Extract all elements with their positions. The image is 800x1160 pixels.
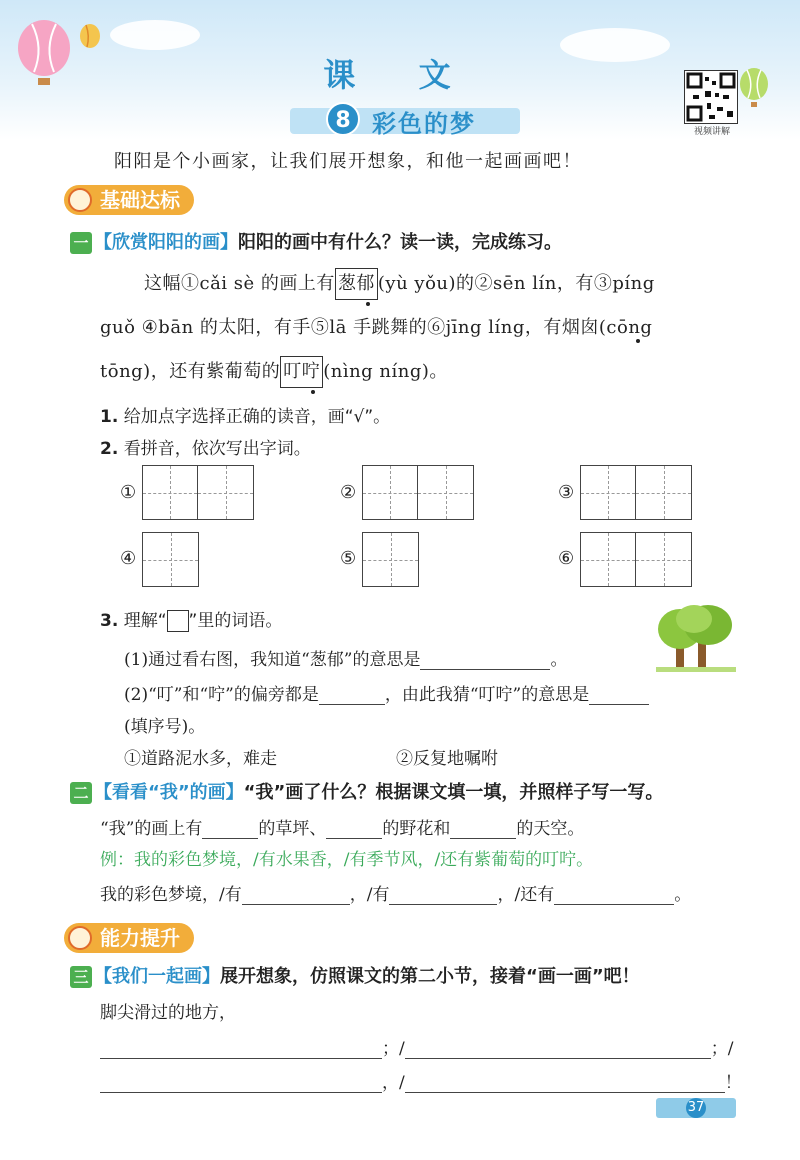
option-1: ①道路泥水多，难走: [124, 749, 277, 769]
lesson-number: 8: [326, 102, 360, 136]
boxed-word-text: 叮咛: [283, 361, 321, 382]
question-3-heading: [70, 962, 640, 988]
passage-text: (yù yǒu)的②sēn lín，有③píng: [377, 273, 655, 294]
sub-question-text: 。: [550, 650, 568, 670]
blank-box-symbol: [167, 610, 189, 632]
fill-text: 。: [674, 885, 692, 905]
task-number: 1.: [100, 407, 119, 427]
writing-grid-2[interactable]: [362, 465, 474, 520]
writing-grid-3[interactable]: [580, 465, 692, 520]
task-text: ”里的词语。: [188, 611, 283, 631]
grid-label: ①: [120, 482, 137, 503]
task-number: 2.: [100, 439, 119, 459]
writing-grid-1[interactable]: [142, 465, 254, 520]
emphasis-dot: [636, 339, 640, 343]
answer-blank[interactable]: [450, 819, 516, 839]
task-text: 给加点字选择正确的读音，画“√”。: [123, 407, 391, 427]
task-item-3: [100, 606, 282, 632]
tree-illustration: [652, 603, 742, 673]
fill-text: ，/还有: [497, 885, 555, 905]
qr-label: 视频讲解: [693, 127, 730, 137]
sub-question-2: [124, 680, 649, 705]
qr-code-icon: [685, 71, 737, 123]
boxed-word: [335, 268, 378, 300]
separator: ；/: [382, 1039, 405, 1059]
fill-text: 我的彩色梦境，/有: [100, 885, 242, 905]
task-number: 3.: [100, 611, 119, 631]
page-number-text: 37: [686, 1098, 706, 1118]
section-badge-basic: [64, 185, 194, 215]
task-text: 看拼音，依次写出字词。: [123, 439, 311, 459]
separator: ，/: [382, 1073, 405, 1093]
fill-text: 的草坪、: [258, 819, 327, 839]
question-text: 阳阳的画中有什么？读一读，完成练习。: [238, 232, 562, 253]
prompt-line: 脚尖滑过的地方，: [100, 1003, 236, 1023]
sub-question-text: (2)“叮”和“咛”的偏旁都是: [124, 685, 319, 705]
fill-line-2: [100, 880, 691, 905]
fill-text: 的天空。: [516, 819, 585, 839]
grid-label: ③: [558, 482, 575, 503]
question-number: 一: [70, 232, 92, 254]
section-badge-advanced: [64, 923, 194, 953]
question-1-heading: [70, 228, 562, 254]
answer-blank[interactable]: [420, 650, 550, 670]
medal-icon: [68, 188, 92, 212]
writing-grid-4[interactable]: [142, 532, 199, 587]
example-text: 例：我的彩色梦境，/有水果香，/有季节风，/还有紫葡萄的叮咛。: [100, 850, 594, 870]
answer-blank[interactable]: [389, 885, 497, 905]
answer-blank[interactable]: [554, 885, 674, 905]
passage-text: guǒ ④bān 的太阳，有手⑤lā 手跳舞的⑥jīng líng，有烟囱(cōng: [100, 317, 653, 338]
grid-label: ④: [120, 548, 137, 569]
separator: ；/: [710, 1039, 734, 1059]
question-tag: 【欣赏阳阳的画】: [94, 232, 238, 253]
sub-question-text: (1)通过看右图，我知道“葱郁”的意思是: [124, 650, 421, 670]
passage-line: [100, 306, 740, 350]
emphasis-dot: [311, 390, 315, 394]
sub-question-2-note: (填序号)。: [124, 717, 206, 737]
sub-question-1: [124, 645, 567, 670]
writing-line-2: [100, 1068, 742, 1093]
question-tag: 【我们一起画】: [94, 966, 220, 987]
question-number: 二: [70, 782, 92, 804]
question-text: “我”画了什么？根据课文填一填，并照样子写一写。: [243, 782, 664, 803]
passage-text: 这幅①cǎi sè 的画上有: [144, 273, 335, 294]
task-item-1: [100, 402, 390, 427]
answer-blank[interactable]: [326, 819, 382, 839]
book-icon: [68, 926, 92, 950]
separator: ！: [724, 1073, 742, 1093]
section-badge-label: 基础达标: [100, 188, 180, 212]
answer-blank[interactable]: [242, 885, 350, 905]
grid-label: ⑤: [340, 548, 357, 569]
question-tag: 【看看“我”的画】: [94, 782, 244, 803]
fill-line-1: [100, 814, 584, 839]
cloud-decoration: [110, 20, 200, 50]
page-title: 课 文: [323, 56, 477, 94]
boxed-word-text: 葱郁: [337, 273, 375, 294]
writing-grid-5[interactable]: [362, 532, 419, 587]
answer-blank[interactable]: [319, 685, 385, 705]
fill-text: ，/有: [349, 885, 390, 905]
task-text: 理解“: [123, 611, 167, 631]
section-badge-label: 能力提升: [100, 926, 180, 950]
answer-blank[interactable]: [405, 1073, 725, 1093]
lesson-title: 彩色的梦: [372, 110, 476, 138]
task-item-2: [100, 434, 311, 459]
question-text: 展开想象，仿照课文的第二小节，接着“画一画”吧！: [220, 966, 640, 987]
fill-text: “我”的画上有: [100, 819, 203, 839]
answer-blank[interactable]: [100, 1073, 382, 1093]
qr-code[interactable]: [684, 70, 738, 124]
answer-blank[interactable]: [100, 1039, 382, 1059]
writing-line-1: [100, 1034, 733, 1059]
writing-grid-6[interactable]: [580, 532, 692, 587]
passage-text: (nìng níng)。: [323, 361, 448, 382]
sub-question-text: ，由此我猜“叮咛”的意思是: [384, 685, 590, 705]
passage-line: [100, 350, 740, 394]
answer-blank[interactable]: [589, 685, 649, 705]
passage-line: [100, 262, 740, 306]
page-number: [656, 1098, 736, 1118]
question-2-heading: [70, 778, 663, 804]
question-number: 三: [70, 966, 92, 988]
fill-text: 的野花和: [382, 819, 451, 839]
answer-blank[interactable]: [405, 1039, 711, 1059]
intro-text: 阳阳是个小画家，让我们展开想象，和他一起画画吧！: [114, 151, 582, 172]
boxed-word: [280, 356, 323, 388]
answer-blank[interactable]: [202, 819, 258, 839]
grid-label: ②: [340, 482, 357, 503]
lesson-header: [290, 102, 520, 136]
grid-label: ⑥: [558, 548, 575, 569]
option-2: ②反复地嘱咐: [396, 749, 498, 769]
passage-text: tōng)，还有紫葡萄的: [100, 361, 281, 382]
